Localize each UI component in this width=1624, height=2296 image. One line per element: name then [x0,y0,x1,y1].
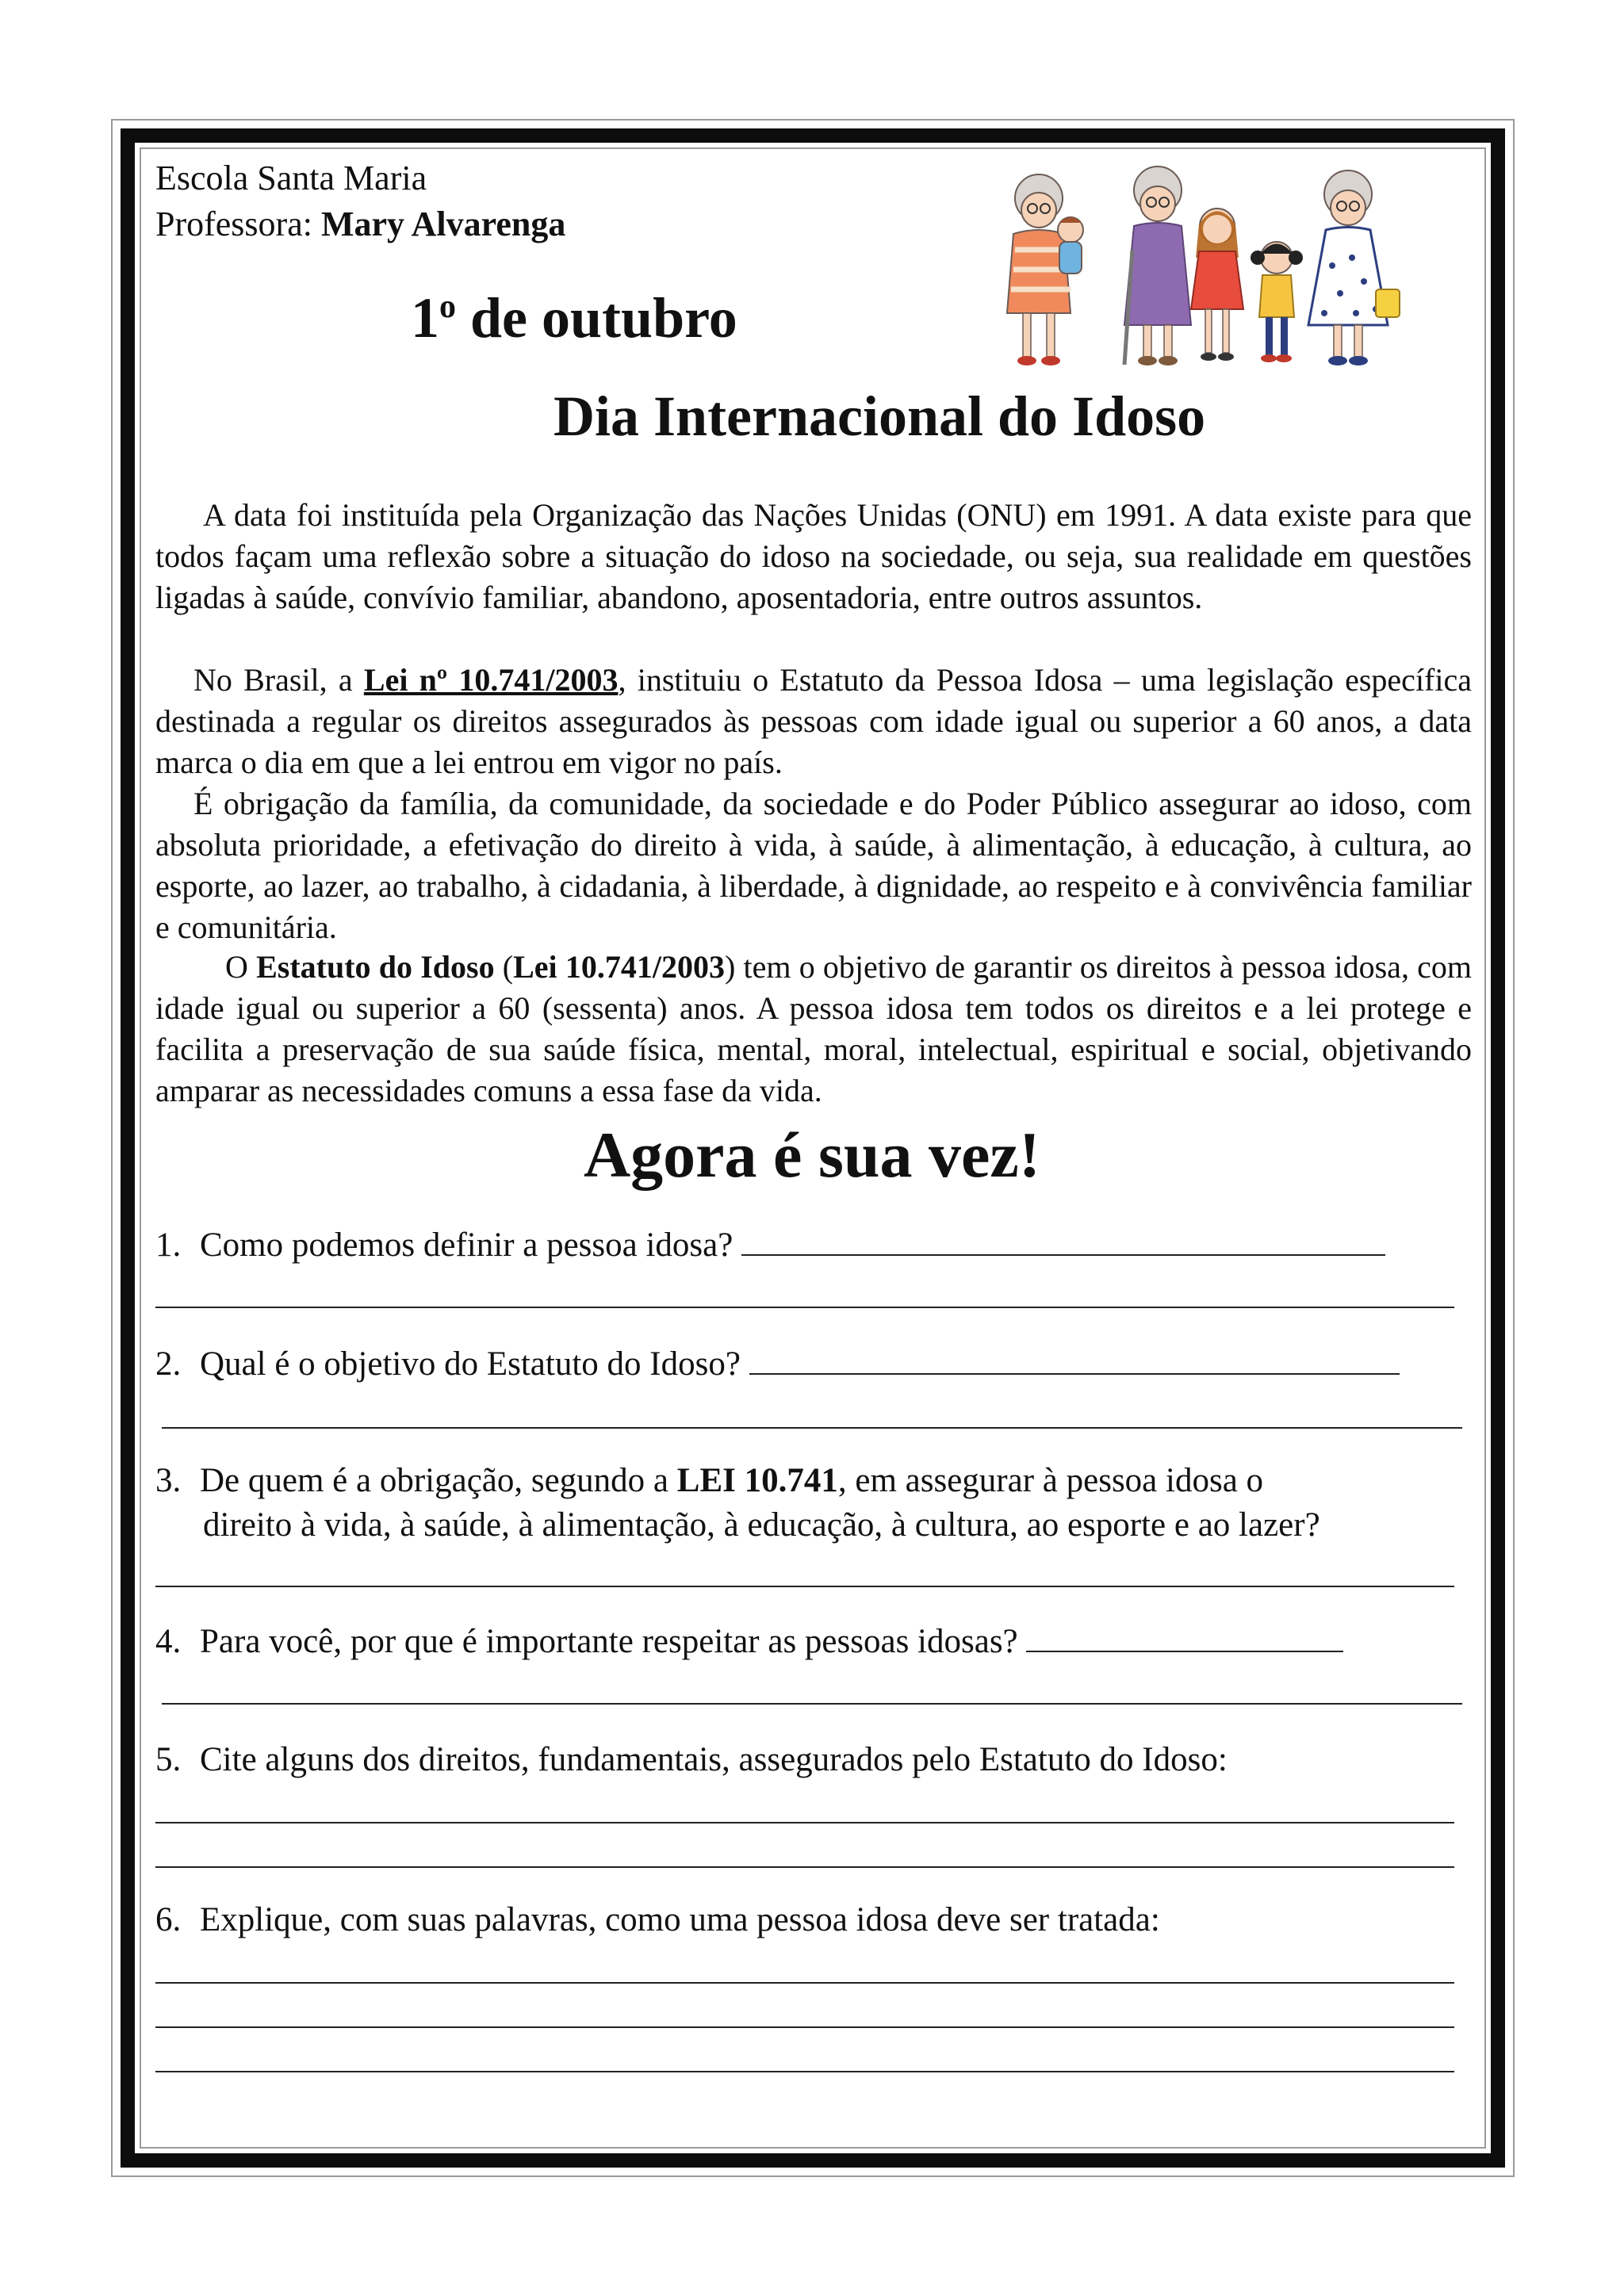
answer-line[interactable] [1026,1619,1343,1652]
activity-title: Agora é sua vez! [583,1119,1041,1191]
answer-line[interactable] [155,1866,1454,1868]
question-6-text: Explique, com suas palavras, como uma pessoa idosa deve ser tratada: [200,1901,1160,1938]
question-4-text: Para você, por que é importante respeitar as pessoas idosas? [200,1623,1018,1660]
paragraph-4-text-c: ( [494,949,514,985]
grandma-with-cane-figure [1124,166,1191,365]
law-number: LEI 10.741 [676,1462,838,1499]
question-5-text: Cite alguns dos direitos, fundamentais, assegurados pelo Estatuto do Idoso: [200,1741,1228,1778]
question-1-text: Como podemos definir a pessoa idosa? [200,1226,733,1264]
date-number: 1 [411,286,439,350]
girl-red-dress-figure [1191,209,1243,361]
answer-line[interactable] [155,1982,1454,1984]
main-title: Dia Internacional do Idoso [553,385,1206,448]
paragraph-2-text-a: No Brasil, a [193,662,364,698]
question-3-text-a: De quem é a obrigação, segundo a [200,1462,677,1499]
answer-line[interactable] [162,1703,1462,1705]
question-2 [155,1341,1472,1387]
paragraph-1 [155,495,1472,618]
question-3-text-d: direito à vida, à saúde, à alimentação, à educação, à cultura, ao esporte e ao lazer? [203,1506,1320,1544]
paragraph-4 [155,947,1472,1112]
school-name: Escola Santa Maria [155,159,427,197]
law-reference: Lei nº 10.741/2003 [363,662,619,698]
question-6 [155,1898,1472,1942]
question-number: 2. [155,1345,182,1383]
answer-line[interactable] [155,2026,1454,2028]
answer-line[interactable] [162,1427,1462,1429]
question-number: 5. [155,1741,182,1778]
date-ordinal: o [439,289,456,325]
paragraph-3 [155,783,1472,948]
statute-law: Lei 10.741/2003 [513,949,725,985]
question-number: 1. [155,1226,182,1264]
grandma-polka-dot-figure [1308,170,1400,365]
question-number: 6. [155,1901,182,1938]
paragraph-4-text-e: ) tem o objetivo de garantir os direitos à pessoa idosa, com idade igual ou superior a 60 (sessenta) anos. A pessoa idosa tem todos os direitos e a lei protege e facilita a preservação de sua saúde física, mental, moral, intelectual, espiritual e social, objetivando amparar as necessidades comuns a essa fase da vida. [155,949,1473,1108]
question-3-text-c: , em assegurar à pessoa idosa o [837,1462,1264,1499]
elderly-family-illustration [991,163,1404,381]
question-3 [155,1459,1472,1548]
answer-line[interactable] [155,1822,1454,1823]
question-5 [155,1738,1472,1782]
question-number: 3. [155,1462,182,1499]
paragraph-2-text-b: , instituiu o Estatuto da Pessoa Idosa – uma legislação específica destinada a regular os direitos assegurados às pessoas com idade igual ou superior a 60 anos, a data marca o dia em que a lei entrou em vigor no país. [155,662,1472,780]
paragraph-3-text: É obrigação da família, da comunidade, da sociedade e do Poder Público assegurar ao idoso, com absoluta prioridade, a efetivação do direito à vida, à saúde, à alimentação, à educação, à cultura, ao esporte, ao lazer, ao trabalho, à cidadania, à liberdade, à dignidade, ao respeito e à convivência familiar e comunitária. [155,786,1472,945]
paragraph-2 [155,660,1472,783]
small-girl-figure [1251,242,1303,362]
answer-line[interactable] [155,2071,1454,2072]
date-title [411,285,737,351]
answer-line[interactable] [155,1307,1454,1308]
paragraph-1-text: A data foi instituída pela Organização das Nações Unidas (ONU) em 1991. A data existe para que todos façam uma reflexão sobre a situação do idoso na sociedade, ou seja, sua realidade em questões ligadas à saúde, convívio familiar, abandono, aposentadoria, entre outros assuntos. [155,497,1472,615]
paragraph-4-text-a: O [225,949,257,985]
teacher-name: Mary Alvarenga [320,205,566,243]
statute-name: Estatuto do Idoso [256,949,495,985]
grandma-with-baby-figure [1007,174,1083,365]
teacher-label: Professora: [155,205,321,243]
question-1 [155,1223,1472,1268]
question-4 [155,1619,1472,1664]
answer-line[interactable] [741,1223,1385,1256]
date-month: de outubro [456,286,737,350]
question-number: 4. [155,1623,182,1660]
question-2-text: Qual é o objetivo do Estatuto do Idoso? [200,1345,741,1383]
answer-line[interactable] [749,1341,1400,1375]
answer-line[interactable] [155,1586,1454,1587]
